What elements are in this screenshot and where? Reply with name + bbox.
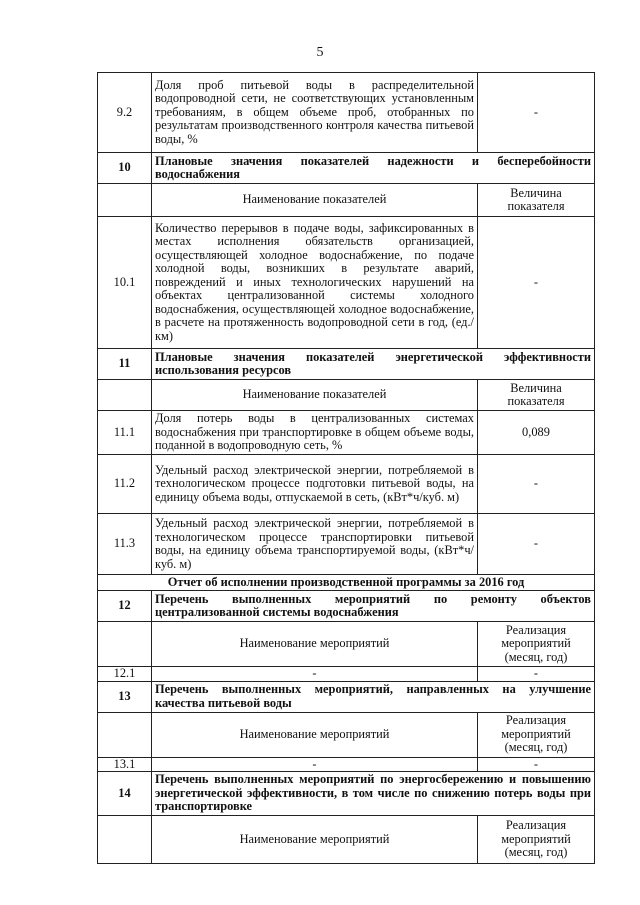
indicators-table bbox=[97, 72, 595, 864]
report-header-row bbox=[98, 575, 595, 591]
section-row-14 bbox=[98, 772, 595, 816]
section-number: 12 bbox=[98, 591, 152, 622]
indicator-text: Удельный расход электрической энергии, потребляемой в технологическом процессе транспортировки питьевой воды, на единицу объема транспортируемой воды, (кВт*ч/куб. м) bbox=[152, 514, 478, 575]
table-row-11-3 bbox=[98, 514, 595, 575]
column-header-value: Реализация мероприятий (месяц, год) bbox=[478, 712, 595, 757]
indicator-text: Доля потерь воды в централизованных системах водоснабжения при транспортировке в общем объеме воды, поданной в водопроводную сеть, % bbox=[152, 411, 478, 455]
column-header-name: Наименование показателей bbox=[152, 184, 478, 217]
indicator-text: Доля проб питьевой воды в распределительной водопроводной сети, не соответствующих установленным требованиям, в общем объеме проб, отобранных по результатам производственного контроля качества питьевой воды, % bbox=[152, 73, 478, 153]
column-header-value: Величина показателя bbox=[478, 380, 595, 411]
table-row-9-2 bbox=[98, 73, 595, 153]
indicator-value: 0,089 bbox=[478, 411, 595, 455]
column-header-row bbox=[98, 184, 595, 217]
section-row-12 bbox=[98, 591, 595, 622]
indicator-text: Удельный расход электрической энергии, потребляемой в технологическом процессе подготовки питьевой воды, на единицу объема воды, отпускаемой в сеть, (кВт*ч/куб. м) bbox=[152, 455, 478, 514]
section-title: Плановые значения показателей энергетической эффективности использования ресурсов bbox=[152, 349, 595, 380]
row-number: 12.1 bbox=[98, 667, 152, 682]
table-row-10-1 bbox=[98, 217, 595, 349]
section-title: Перечень выполненных мероприятий, направленных на улучшение качества питьевой воды bbox=[152, 681, 595, 712]
section-title: Перечень выполненных мероприятий по энергосбережению и повышению энергетической эффективности, в том числе по снижению потерь воды при транспортировке bbox=[152, 772, 595, 816]
section-title: Плановые значения показателей надежности и бесперебойности водоснабжения bbox=[152, 153, 595, 184]
table-row-13-1 bbox=[98, 757, 595, 772]
indicator-text: Количество перерывов в подаче воды, зафиксированных в местах исполнения обязательств организацией, осуществляющей холодное водоснабжение, по подаче холодной воды, возникших в результате аварий, повреждений и иных технологических нарушений на объектах централизованной системы холодного водоснабжения, осуществляющей холодное водоснабжение, в расчете на протяженность водопроводной сети в год, (ед./км) bbox=[152, 217, 478, 349]
table-row-11-1 bbox=[98, 411, 595, 455]
column-header-value: Реализация мероприятий (месяц, год) bbox=[478, 816, 595, 864]
section-row-11 bbox=[98, 349, 595, 380]
section-number: 11 bbox=[98, 349, 152, 380]
column-header-value: Реализация мероприятий (месяц, год) bbox=[478, 622, 595, 667]
column-header-name: Наименование мероприятий bbox=[152, 816, 478, 864]
empty-cell bbox=[98, 816, 152, 864]
row-number: 13.1 bbox=[98, 757, 152, 772]
column-header-name: Наименование мероприятий bbox=[152, 622, 478, 667]
row-number: 11.1 bbox=[98, 411, 152, 455]
measure-date: - bbox=[478, 667, 595, 682]
measure-name: - bbox=[152, 757, 478, 772]
column-header-row bbox=[98, 712, 595, 757]
page-number: 5 bbox=[316, 45, 324, 60]
empty-cell bbox=[98, 184, 152, 217]
section-row-13 bbox=[98, 681, 595, 712]
section-title: Перечень выполненных мероприятий по ремонту объектов централизованной системы водоснабжения bbox=[152, 591, 595, 622]
indicator-value: - bbox=[478, 514, 595, 575]
report-title: Отчет об исполнении производственной программы за 2016 год bbox=[98, 575, 595, 591]
column-header-row bbox=[98, 622, 595, 667]
indicator-value: - bbox=[478, 217, 595, 349]
indicator-value: - bbox=[478, 73, 595, 153]
row-number: 10.1 bbox=[98, 217, 152, 349]
section-row-10 bbox=[98, 153, 595, 184]
empty-cell bbox=[98, 380, 152, 411]
row-number: 11.3 bbox=[98, 514, 152, 575]
row-number: 11.2 bbox=[98, 455, 152, 514]
column-header-row bbox=[98, 380, 595, 411]
measure-name: - bbox=[152, 667, 478, 682]
section-number: 13 bbox=[98, 681, 152, 712]
table-row-12-1 bbox=[98, 667, 595, 682]
column-header-row bbox=[98, 816, 595, 864]
section-number: 10 bbox=[98, 153, 152, 184]
table-row-11-2 bbox=[98, 455, 595, 514]
row-number: 9.2 bbox=[98, 73, 152, 153]
indicator-value: - bbox=[478, 455, 595, 514]
column-header-name: Наименование мероприятий bbox=[152, 712, 478, 757]
column-header-value: Величина показателя bbox=[478, 184, 595, 217]
column-header-name: Наименование показателей bbox=[152, 380, 478, 411]
empty-cell bbox=[98, 712, 152, 757]
section-number: 14 bbox=[98, 772, 152, 816]
empty-cell bbox=[98, 622, 152, 667]
measure-date: - bbox=[478, 757, 595, 772]
